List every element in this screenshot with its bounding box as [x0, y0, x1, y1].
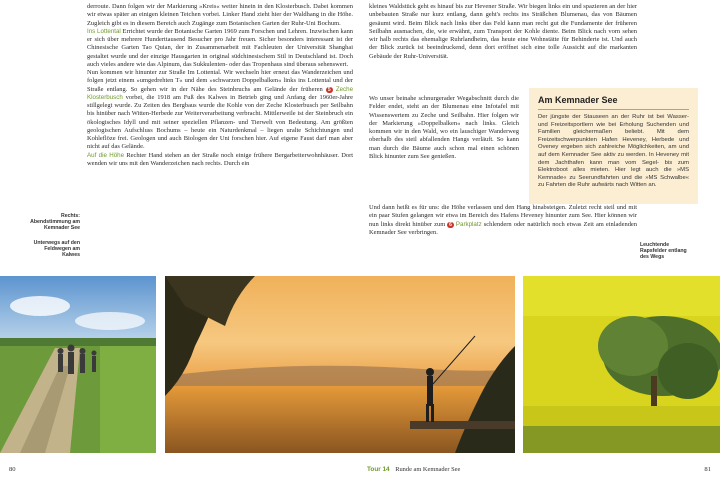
paragraph-text: Nun kommen wir hinunter zur Straße Im Lottental. Wir wechseln hier erneut das Wanderzeichen und folgen jetzt einem »umgedrehten T« und dem »schwarzen Doppelbalken« links ins Lottental und der Straße entlang. So gehen wir in der Nähe des Steinbruchs am Gelände der früheren [87, 69, 353, 93]
paragraph [87, 152, 353, 169]
photo-hikers-field-path [0, 276, 156, 453]
waypoint-link: Parkplatz [455, 220, 482, 228]
waypoint-marker-icon: 5 [327, 86, 331, 93]
caption-rechts: Rechts: Abendstimmung am Kemnader See [30, 213, 80, 232]
paragraph-text: vorbei, die 1918 am Fuß des Kalwes in Betrieb ging und Anfang der 1960er-Jahre stillgelegt wurde. Zu Zeiten des Bergbaus wurde die Kohle von der Zeche Klosterbusch per Seilbahn bis hinüber nach Witten-Herbede zur Weiterverarbeitung verbracht. Mittlerweile ist der Steinbruch ein ökologisches Idyll und mit seiner speziellen Pflanzen- und Tierwelt von Bedeutung. Am größten geologischen Aufschluss Bochums – heute ein Naturdenkmal – liegen uralte Schichtungen und Kohleflöze frei. Geologen und auch Biologen der Uni forschen hier. Auf eigene Faust darf man aber nicht auf das Gelände. [87, 93, 354, 151]
paragraph [87, 28, 353, 69]
page-number-left: 80 [9, 466, 16, 473]
middle-text-column-top [369, 3, 637, 61]
page-number-right: 81 [704, 466, 711, 473]
paragraph-text: schlendern oder natürlich noch etwas Zeit am einladenden Kemnader See verbringen. [369, 220, 637, 236]
paragraph [87, 69, 353, 152]
paragraph: Wo unser beinahe schnurgerader Wegabschnitt durch die Felder endet, steht an der Blumenau eine Infotafel mit Wissenswertem zu Zeche und Seilbahn. Hier folgen wir der Markierung »Doppelbalken« nach links. Gleich kommen wir in den Wald, wo ein lauschiger Wanderweg oberhalb des steil abfallenden Hangs verläuft. So kann man durch die Bäume auch schon mal einen schönen Blick hinunter zum See genießen. [369, 95, 519, 160]
tour-label: Tour 14 [367, 466, 390, 473]
middle-text-column-bottom [369, 204, 637, 237]
photo-sunset-kemnader-see [165, 276, 515, 453]
waypoint-marker-icon: 6 [449, 221, 452, 228]
left-text-column [87, 3, 353, 168]
paragraph: kleines Waldstück geht es hinauf bis zur Hevener Straße. Wir biegen links ein und spazieren an der hier unbebauten Straße nur kurz entlang, dann geht's rechts ins Sträßchen Blumenau, das von Bäumen gesäumt wird. Beim Blick nach links über das Feld kann man recht gut die Fundamente der früheren Seilbahn ausmachen, die, wie erwähnt, zum Transport der Kohle diente. Beim Blick nach vorn sehen wir halb rechts das ehemalige Ruhrlandheim, das heute eine Wohnstätte für Behinderte ist. Und auch der Blick zurück ist beeindruckend, denn dort eröffnet sich eine tolle Aussicht auf die markanten Gebäude der Ruhr-Universität. [369, 3, 637, 60]
paragraph-text: Und dann heißt es für uns: die Höhe verlassen und den Hang hinabsteigen. Zuletzt recht steil und mit ein paar Stufen gelangen wir etwa im Bereich des Hafens Heveney hinunter zum See. Hier können wir nun links direkt hinüber zum [369, 204, 637, 228]
paragraph-text: Errichtet wurde der Botanische Garten 1969 zum Forschen und Lehren. Inzwischen kann er sich über mehrere Hunderttausend Besucher pro Jahr freuen. Sicher besonders interessant ist der Chinesische Garten Tao Quian, der in Zusammenarbeit mit Fachleuten der Universität Shanghai gestaltet wurde und der einzige Hausgarten in original südchinesischem Stil in Deutschland ist. Doch auch vieles andere wie das Alpinum, das Sukkulenten- oder das Tropenhaus sind überaus sehenswert. [87, 27, 354, 68]
section-heading: Auf die Höhe [87, 151, 125, 159]
infobox-body: Der jüngste der Stauseen an der Ruhr ist bei Wasser- und Freizeitsportlern wie bei Erholung Suchenden und Familien gleichermaßen beliebt. Mit dem Freizeitschwerpunkten Hafen Heveney, Herbede und Oveney ergeben sich zahlreiche Möglichkeiten, am und auf dem Kemnader See aktiv zu werden. In Heveney mit dem Jachthafen kann man vom Segel- bis zum Elektroboot alles mieten. Hier legt auch die »MS Kemnade« zu Seerundfahrten und die »MS Schwalbe« zu Fahrten die Ruhr aufwärts nach Witten an. [538, 114, 689, 189]
waypoint-link: Zeche Klosterbusch [87, 85, 354, 101]
photo-rapeseed-field [523, 276, 720, 453]
running-footer [367, 466, 460, 473]
caption-unterwegs: Unterwegs auf den Feldwegen am Kalwes [33, 240, 80, 259]
middle-text-column-narrow [369, 95, 519, 161]
tour-title: Runde am Kemnader See [395, 466, 461, 473]
paragraph: derroute. Dann folgen wir der Markierung »Kreis« weiter hinein in den Klosterbusch. Dabei kommen wir etwas später an einigen kleinen Teichen vorbei. Linker Hand zieht hier der Waldhang in die Höhe. Zugleich gibt es in diesem Bereich auch Zugänge zum Botanischen Garten der Ruhr-Uni Bochum. [87, 3, 353, 27]
caption-raps: Leuchtende Rapsfelder entlang des Wegs [640, 242, 687, 261]
paragraph [369, 204, 637, 237]
section-heading: Ins Lottental [87, 27, 121, 35]
paragraph-text: Rechter Hand stehen an der Straße noch einige frühere Bergarbeiterwohnhäuser. Dort wenden wir uns mit den Wanderzeichen nach rechts. Durch ein [87, 151, 353, 167]
infobox-kemnader-see [529, 88, 698, 204]
infobox-title: Am Kemnader See [538, 95, 689, 110]
